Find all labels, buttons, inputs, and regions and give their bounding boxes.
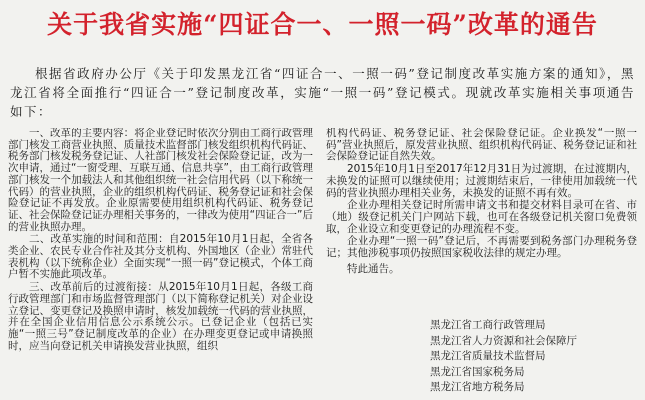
signatory: 黑龙江省地方税务局	[430, 381, 525, 393]
signatory: 黑龙江省质量技术监督局	[430, 350, 546, 362]
section-3-continuation: 机构代码证、税务登记证、社会保险登记证。企业换发“一照一码”营业执照后，原发营业执照、组织机构代码证、税务登记证和社会保险登记证自然失效。	[326, 128, 637, 163]
closing-statement: 特此通告。	[347, 262, 400, 275]
tax-registration-paragraph: 企业办理“一照一码”登记后，不再需要到税务部门办理税务登记；其他涉税事项仍按照国家税收法律的规定办理。	[326, 235, 637, 260]
signatory: 黑龙江省人力资源和社会保障厅	[430, 334, 577, 347]
section-1-paragraph: 一、改革的主要内容：将企业登记时依次分别由工商行政管理部门核发工商营业执照、质量技术监督部门核发组织机构代码证、税务部门核发税务登记证、人社部门核发社会保险登记证，改为一次申请，通过“一窗受理、互联互通、信息共享”，由工商行政管理部门核发一个加载法人和其他组织统一社会信用代码（以下称统一代码）的营业执照，企业的组织机构代码证、税务登记证和社会保险登记证不再发放。企业原需要使用组织机构代码证、税务登记证、社会保险登记证办理相关事务的，一律改为使用“四证合一”后的营业执照办理。	[8, 128, 313, 233]
section-2-paragraph: 二、改革实施的时间和范围：自2015年10月1日起，全省各类企业、农民专业合作社及其分支机构、外国地区（企业）常驻代表机构（以下统称企业）全面实现“一照一码”登记模式，个体工商户暂不实施此项改革。	[8, 233, 313, 281]
application-materials-paragraph: 企业办理相关登记时所需申请文书和提交材料目录可在省、市（地）级登记机关门户网站下载，也可在各级登记机关窗口免费领取，企业设立和变更登记的办理流程不变。	[326, 199, 637, 235]
section-3-paragraph: 三、改革前后的过渡衔接：从2015年10月1日起，各级工商行政管理部门和市场监督管理部门（以下简称登记机关）对企业设立登记、变更登记及换照申请时，核发加载统一代码的营业执照，并在全国企业信用信息公示系统公示。已登记企业（包括已实施“一照三号”登记制度改革的企业）在办理变更登记或申请换照时，应当向登记机关申请换发营业执照，组织	[8, 281, 313, 352]
signatory: 黑龙江省工商行政管理局	[430, 319, 546, 331]
signatory: 黑龙江省国家税务局	[430, 365, 525, 378]
notice-title: 关于我省实施“四证合一、一照一码”改革的通告	[47, 10, 598, 39]
left-column	[8, 128, 313, 400]
transition-period-paragraph: 2015年10月1日至2017年12月31日为过渡期，在过渡期内，未换发的证照可以继续使用；过渡期结束后，一律使用加载统一代码的营业执照办理相关业务，未换发的证照不再有效。	[326, 163, 637, 199]
right-column	[326, 128, 637, 314]
notice-intro: 根据省政府办公厅《关于印发黑龙江省“四证合一、一照一码”登记制度改革实施方案的通知》，黑龙江省将全面推行“四证合一”登记制度改革，实施“一照一码”登记模式。现就改革实施相关事项通告如下：	[10, 66, 635, 119]
signatory-list	[430, 318, 635, 398]
